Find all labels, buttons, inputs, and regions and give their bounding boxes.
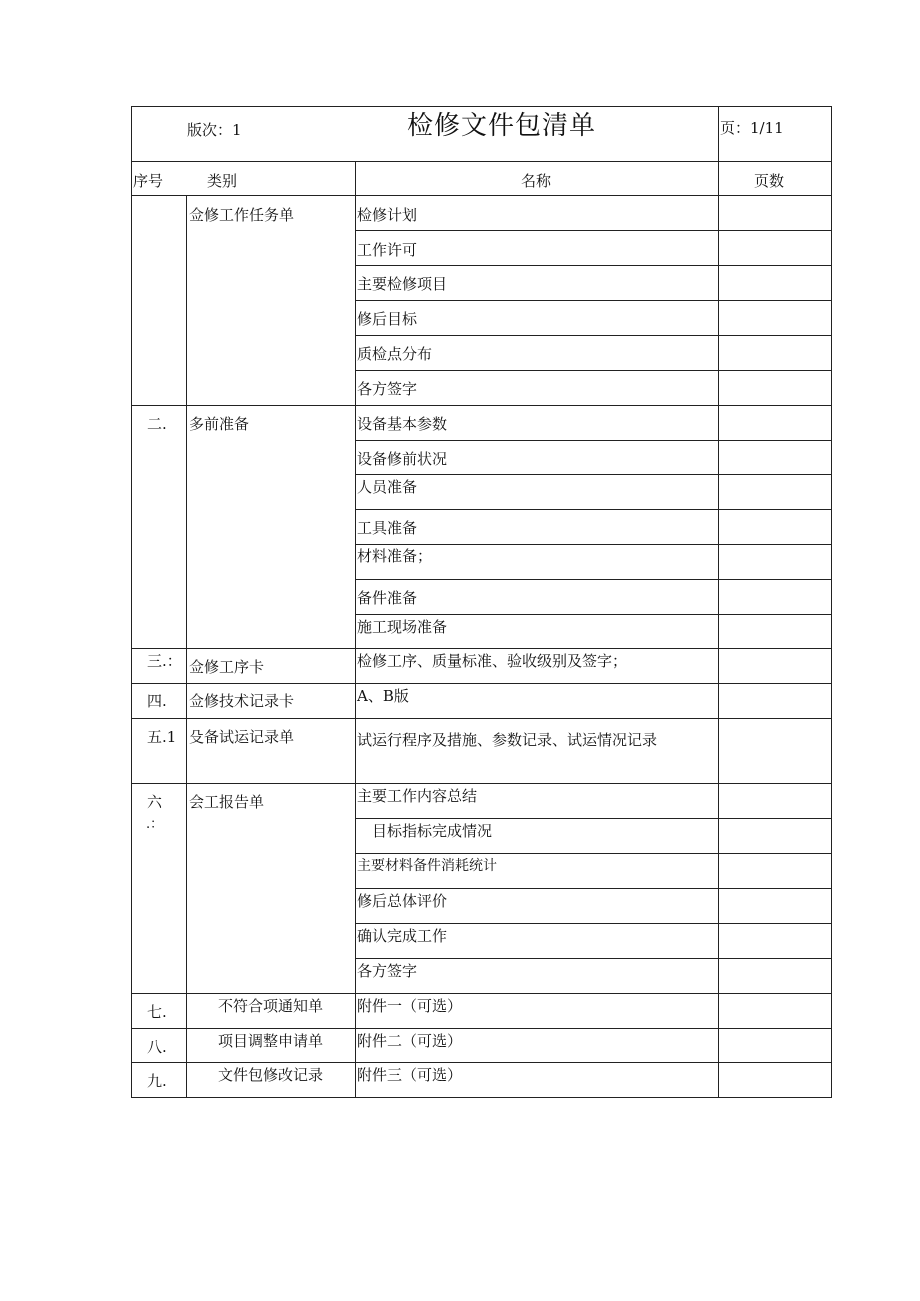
section-number-cell: 九. — [147, 1072, 167, 1090]
item-name-cell: 修后目标 — [357, 310, 418, 328]
section-number-cell: 八. — [147, 1038, 167, 1056]
subrow-divider — [355, 888, 832, 889]
item-name-cell: 工作许可 — [357, 241, 418, 259]
item-name-cell: 人员准备 — [357, 478, 418, 496]
subrow-divider — [355, 370, 832, 371]
subrow-divider — [355, 818, 832, 819]
category-cell: 不符合项通知单 — [218, 997, 324, 1015]
header-divider — [131, 161, 832, 162]
item-name-cell: 主要检修项目 — [357, 275, 448, 293]
row-divider — [131, 718, 832, 719]
item-name-cell: 主要材料备件消耗统计 — [357, 858, 497, 874]
table-border-top — [131, 106, 832, 107]
category-cell: 佥修工作任务单 — [189, 206, 295, 224]
item-name-cell: 备件准备 — [357, 589, 418, 607]
table-border-left — [131, 106, 132, 1098]
item-name-cell: 各方签字 — [357, 962, 418, 980]
item-name-cell: 各方签字 — [357, 380, 418, 398]
row-divider — [131, 648, 832, 649]
section-number-cell: 二. — [147, 415, 167, 433]
subrow-divider — [355, 335, 832, 336]
item-name-cell: 试运行程序及措施、参数记录、试运情况记录 — [357, 731, 658, 749]
category-cell: 项目调整申请单 — [218, 1032, 324, 1050]
row-divider — [131, 405, 832, 406]
item-name-cell: 确认完成工作 — [357, 927, 448, 945]
row-divider — [131, 993, 832, 994]
item-name-cell: 设备修前状况 — [357, 450, 448, 468]
column-header-divider — [131, 195, 832, 196]
subrow-divider — [355, 923, 832, 924]
section-number-cell: 四. — [147, 692, 167, 710]
item-name-cell: 附件二（可选） — [357, 1032, 463, 1050]
item-name-cell: A、B版 — [357, 687, 409, 705]
row-divider — [131, 683, 832, 684]
category-cell: 文件包修改记录 — [218, 1066, 324, 1084]
column-header-no: 序号 — [133, 172, 164, 190]
category-cell: 殳备试运记录单 — [189, 728, 295, 746]
item-name-cell: 目标指标完成情况 — [372, 822, 493, 840]
column-header-pages: 页数 — [754, 172, 785, 190]
column-header-name: 名称 — [521, 172, 552, 190]
category-cell: 佥修工序卡 — [189, 658, 265, 676]
subrow-divider — [355, 300, 832, 301]
category-cell: 佥修技术记录卡 — [189, 692, 295, 710]
item-name-cell: 施工现场准备 — [357, 618, 448, 636]
header-page-divider — [718, 106, 719, 162]
item-name-cell: 设备基本参数 — [357, 415, 448, 433]
item-name-cell: 材料准备； — [357, 547, 433, 565]
subrow-divider — [355, 474, 832, 475]
row-divider — [131, 1062, 832, 1063]
section-number-cell: 七. — [147, 1003, 167, 1021]
section-number-cell: 六 — [147, 793, 163, 811]
subrow-divider — [355, 614, 832, 615]
subrow-divider — [355, 579, 832, 580]
section-number-cell: 三.： — [147, 652, 182, 670]
subrow-divider — [355, 544, 832, 545]
item-name-cell: 附件一（可选） — [357, 997, 463, 1015]
section-number-cell: 五.1 — [147, 728, 177, 746]
page-indicator: 页：1/11 — [720, 119, 784, 137]
category-cell: 多前准备 — [189, 415, 250, 433]
subrow-divider — [355, 440, 832, 441]
subrow-divider — [355, 509, 832, 510]
column-divider-no — [186, 195, 187, 1098]
section-number-suffix: .： — [146, 817, 164, 832]
subrow-divider — [355, 958, 832, 959]
item-name-cell: 主要工作内容总结 — [357, 787, 478, 805]
subrow-divider — [355, 853, 832, 854]
table-border-right — [831, 106, 832, 1098]
category-cell: 会工报告单 — [189, 793, 265, 811]
item-name-cell: 附件三（可选） — [357, 1066, 463, 1084]
item-name-cell: 质检点分布 — [357, 345, 433, 363]
item-name-cell: 检修工序、质量标准、验收级别及签字； — [357, 652, 628, 670]
subrow-divider — [355, 230, 832, 231]
item-name-cell: 检修计划 — [357, 206, 418, 224]
item-name-cell: 修后总体评价 — [357, 892, 448, 910]
item-name-cell: 工具准备 — [357, 519, 418, 537]
edition-label: 版次：1 — [187, 121, 242, 139]
row-divider — [131, 783, 832, 784]
table-border-bottom — [131, 1097, 832, 1098]
column-header-category: 类别 — [207, 172, 238, 190]
subrow-divider — [355, 265, 832, 266]
row-divider — [131, 1028, 832, 1029]
document-title: 检修文件包清单 — [407, 111, 597, 141]
